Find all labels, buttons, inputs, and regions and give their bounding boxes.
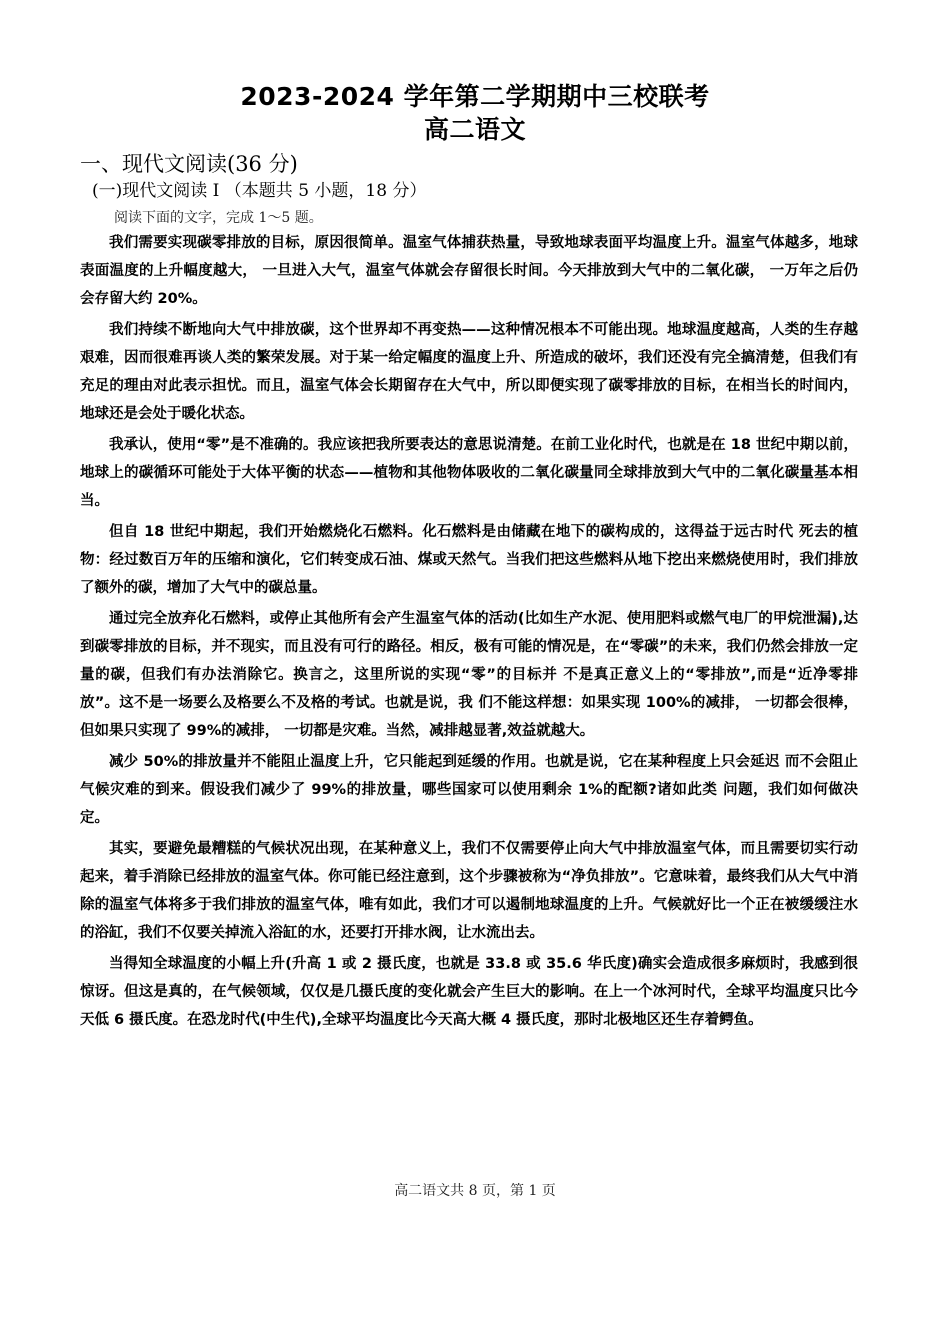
- passage-paragraph: 我们需要实现碳零排放的目标，原因很简单。温室气体捕获热量，导致地球表面平均温度上升。温室气体越多，地球表面温度的上升幅度越大， 一旦进入大气，温室气体就会存留很长时间。今天排放到大气中的二氧化碳， 一万年之后仍会存留大约 20%。: [80, 235, 858, 307]
- passage-paragraph: 当得知全球温度的小幅上升(升高 1 或 2 摄氏度，也就是 33.8 或 35.6 华氏度)确实会造成很多麻烦时，我感到很惊讶。但这是真的，在气候领域，仅仅是几摄氏度的变化就会产生巨大的影响。在上一个冰河时代，全球平均温度只比今天低 6 摄氏度。在恐龙时代(中生代),全球平均温度比今天高大概 4 摄氏度，那时北极地区还生存着鳄鱼。: [80, 956, 858, 1028]
- subject-title: 高二语文: [423, 115, 526, 144]
- passage-paragraph: 减少 50%的排放量并不能阻止温度上升，它只能起到延缓的作用。也就是说，它在某种程度上只会延迟 而不会阻止气候灾难的到来。假设我们减少了 99%的排放量，哪些国家可以使用剩余 1%的配额?诸如此类 问题，我们如何做决定。: [80, 754, 858, 826]
- passage-paragraph: 我们持续不断地向大气中排放碳，这个世界却不再变热——这种情况根本不可能出现。地球温度越高，人类的生存越艰难，因而很难再谈人类的繁荣发展。对于某一给定幅度的温度上升、所造成的破坏，我们还没有完全搞清楚，但我们有充足的理由对此表示担忧。而且，温室气体会长期留存在大气中，所以即便实现了碳零排放的目标，在相当长的时间内，地球还是会处于暖化状态。: [80, 322, 858, 422]
- section-heading: 一、现代文阅读(36 分): [80, 152, 298, 176]
- exam-title: 2023-2024 学年第二学期期中三校联考: [240, 82, 710, 111]
- passage-paragraph: 但自 18 世纪中期起，我们开始燃烧化石燃料。化石燃料是由储藏在地下的碳构成的，这得益于远古时代 死去的植物：经过数百万年的压缩和演化，它们转变成石油、煤或天然气。当我们把这些燃料从地下挖出来燃烧使用时，我们排放了额外的碳，增加了大气中的碳总量。: [80, 524, 858, 596]
- passage-paragraph: 通过完全放弃化石燃料，或停止其他所有会产生温室气体的活动(比如生产水泥、使用肥料或燃气电厂的甲烷泄漏),达到碳零排放的目标，并不现实，而且没有可行的路径。相反，极有可能的情况是，在“零碳”的未来，我们仍然会排放一定量的碳，但我们有办法消除它。换言之，这里所说的实现“零”的目标并 不是真正意义上的“零排放”,而是“近净零排放”。这不是一场要么及格要么不及格的考试。也就是说，我 们不能这样想：如果实现 100%的减排， 一切都会很棒，但如果只实现了 99%的减排， 一切都是灾难。当然，减排越显著,效益就越大。: [80, 611, 858, 739]
- page-footer: 高二语文共 8 页，第 1 页: [394, 1183, 556, 1199]
- reading-instruction: 阅读下面的文字，完成 1～5 题。: [114, 210, 323, 226]
- section-subheading: (一)现代文阅读 I （本题共 5 小题，18 分）: [92, 181, 427, 201]
- passage-paragraph: 我承认，使用“零”是不准确的。我应该把我所要表达的意思说清楚。在前工业化时代，也就是在 18 世纪中期以前，地球上的碳循环可能处于大体平衡的状态——植物和其他物体吸收的二氧化碳量同全球排放到大气中的二氧化碳量基本相当。: [80, 437, 858, 509]
- passage-body: [80, 229, 858, 1034]
- passage-paragraph: 其实，要避免最糟糕的气候状况出现，在某种意义上，我们不仅需要停止向大气中排放温室气体，而且需要切实行动起来，着手消除已经排放的温室气体。你可能已经注意到，这个步骤被称为“净负排放”。它意味着，最终我们从大气中消除的温室气体将多于我们排放的温室气体，唯有如此，我们才可以遏制地球温度的上升。气候就好比一个正在被缓缓注水的浴缸，我们不仅要关掉流入浴缸的水，还要打开排水阀，让水流出去。: [80, 841, 858, 941]
